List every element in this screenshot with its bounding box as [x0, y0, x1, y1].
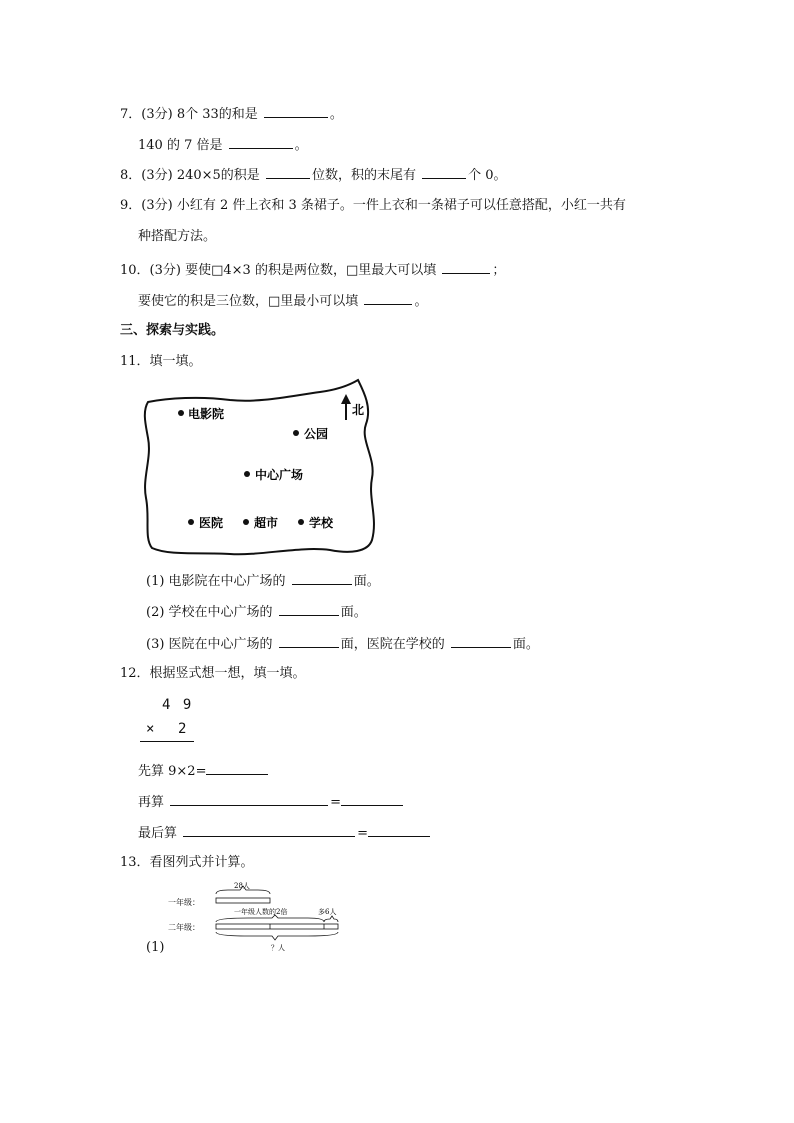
q11-sub2-text: (2) 学校在中心广场的: [146, 605, 273, 620]
vertical-multiplier: 2: [178, 721, 187, 737]
center-label: 中心广场: [255, 468, 304, 482]
north-label: 北: [352, 403, 365, 417]
q11-sub2: [146, 603, 367, 621]
cinema-label: 电影院: [188, 407, 225, 421]
q11-blank-2[interactable]: [279, 603, 339, 616]
grade2-label: 二年级：: [168, 923, 200, 932]
q11-sub1: [146, 572, 380, 590]
segment-diagram: [148, 878, 348, 958]
q10-text-1: 10．(3分) 要使□4×3 的积是两位数，□里最大可以填: [120, 263, 437, 278]
q11-sub1-end: 面。: [353, 574, 380, 589]
q9-line2: 种搭配方法。: [138, 229, 217, 244]
total-label: ？人: [271, 944, 285, 952]
middle-brace: [216, 915, 324, 922]
q11-sub1-text: (1) 电影院在中心广场的: [146, 574, 286, 589]
north-arrowhead-icon: [341, 394, 351, 404]
hospital-label: 医院: [199, 516, 224, 530]
q11-blank-1[interactable]: [292, 572, 352, 585]
grade2-bar: [216, 924, 338, 929]
q12-step1: [138, 762, 270, 780]
q8-text-1: 8．(3分) 240×5的积是: [120, 168, 260, 183]
q8-blank-1[interactable]: [266, 166, 310, 179]
q11-blank-3[interactable]: [279, 635, 339, 648]
school-dot-icon: [298, 519, 304, 525]
q10-blank-1[interactable]: [442, 261, 490, 274]
q7-end: 。: [329, 107, 343, 122]
center-dot-icon: [244, 471, 250, 477]
q7-blank-2[interactable]: [229, 136, 293, 149]
q12-step3-text: 最后算: [138, 826, 178, 841]
park-label: 公园: [304, 427, 329, 441]
school-label: 学校: [309, 516, 334, 530]
more-label: 多6人: [318, 908, 337, 916]
section-title: 三、探索与实践。: [120, 323, 225, 338]
q12-step2: [138, 793, 405, 811]
double-label: 一年级人数的2倍: [234, 908, 288, 916]
q12-title: 12．根据竖式想一想，填一填。: [120, 666, 306, 681]
grade1-bar: [216, 898, 270, 903]
q11-sub3-text-b: 面，医院在学校的: [340, 637, 445, 652]
grade1-label: 一年级：: [168, 898, 200, 907]
q12-blank-2[interactable]: [170, 793, 328, 806]
q12-step3: [138, 824, 432, 842]
q7-line2-end: 。: [294, 138, 308, 153]
q11-title: 11．填一填。: [120, 354, 202, 369]
bottom-brace: [216, 932, 338, 940]
q12-blank-4[interactable]: [183, 824, 355, 837]
park-dot-icon: [293, 430, 299, 436]
q11-sub3-end: 面。: [512, 637, 539, 652]
q9-line1: 9．(3分) 小红有 2 件上衣和 3 条裙子。一件上衣和一条裙子可以任意搭配，小红一共有: [120, 198, 626, 213]
q7-text: 7．(3分) 8个 33的和是: [120, 107, 258, 122]
market-label: 超市: [254, 516, 279, 530]
hospital-dot-icon: [188, 519, 194, 525]
q10-text-2: 要使它的积是三位数，□里最小可以填: [138, 294, 359, 309]
q7-line2-text: 140 的 7 倍是: [138, 138, 223, 153]
q10-end-1: ；: [492, 263, 506, 278]
q12-step1-text: 先算 9×2=: [138, 764, 207, 779]
q7-line1: [120, 105, 343, 123]
q7-line2: [138, 136, 308, 154]
times-sign: ×: [146, 721, 155, 737]
q12-blank-1[interactable]: [206, 762, 268, 775]
q12-blank-5[interactable]: [368, 824, 430, 837]
q11-sub3-text-a: (3) 医院在中心广场的: [146, 637, 273, 652]
extra-brace: [324, 916, 338, 922]
q12-blank-3[interactable]: [341, 793, 403, 806]
vertical-top-digits: 4 9: [162, 697, 194, 713]
q12-equals-3: =: [357, 826, 369, 841]
q8-line: [120, 166, 507, 184]
q11-sub2-end: 面。: [340, 605, 367, 620]
q13-sub1-label: (1): [146, 940, 165, 955]
q10-line2: [138, 292, 427, 310]
top-count-label: 28人: [234, 882, 250, 890]
q8-text-3: 个 0。: [468, 168, 507, 183]
q10-end-2: 。: [414, 294, 428, 309]
q8-blank-2[interactable]: [422, 166, 466, 179]
q11-blank-4[interactable]: [451, 635, 511, 648]
q10-blank-2[interactable]: [364, 292, 412, 305]
q12-step2-text: 再算: [138, 795, 165, 810]
q7-blank-1[interactable]: [264, 105, 328, 118]
vertical-rule: [140, 741, 194, 742]
q8-text-2: 位数，积的末尾有: [311, 168, 416, 183]
q11-sub3: [146, 635, 539, 653]
q10-line1: [120, 261, 505, 279]
q12-equals-2: =: [330, 795, 342, 810]
q13-title: 13．看图列式并计算。: [120, 855, 254, 870]
direction-map: [140, 378, 380, 560]
market-dot-icon: [243, 519, 249, 525]
cinema-dot-icon: [178, 410, 184, 416]
